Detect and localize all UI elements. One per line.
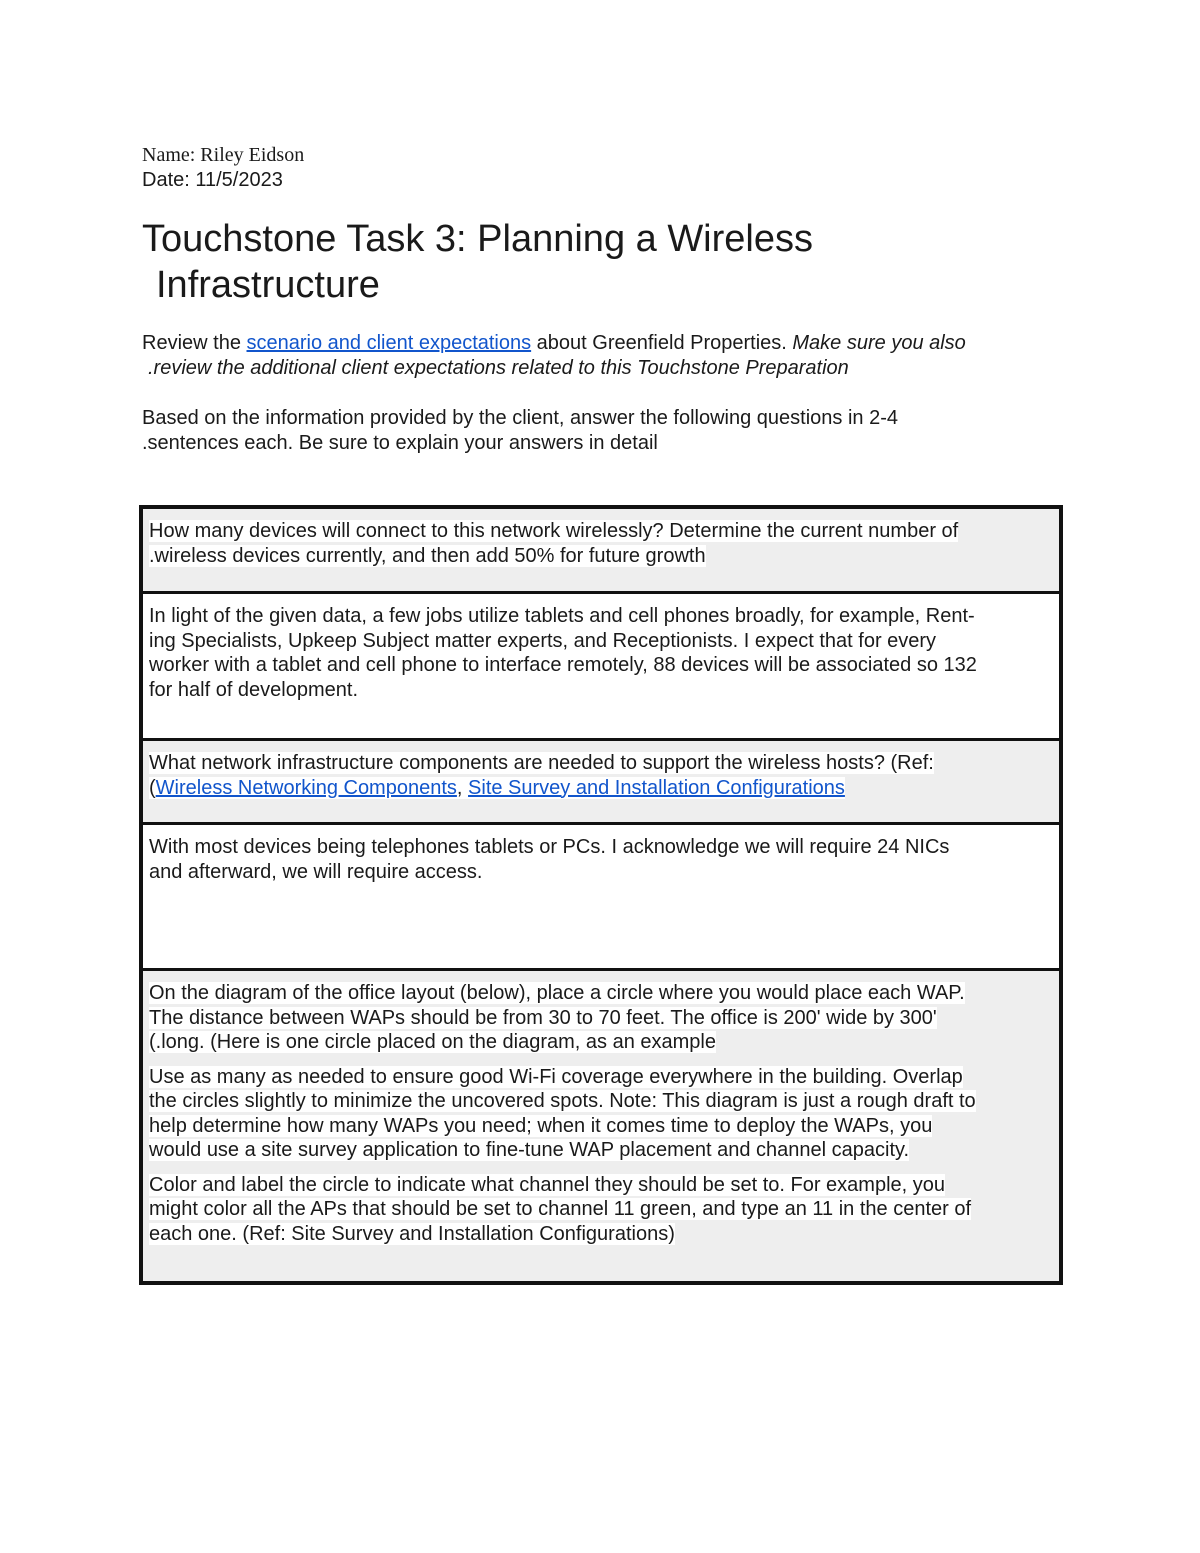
title-line-1: Touchstone Task 3: Planning a Wireless: [142, 218, 813, 260]
instructions-line-1: Based on the information provided by the client, answer the following questions in 2-4: [142, 407, 899, 429]
question-1-line-2: .wireless devices currently, and then add 50% for future growth: [149, 544, 706, 567]
question-1-line-1: How many devices will connect to this network wirelessly? Determine the current number of: [149, 520, 959, 542]
wireless-components-link[interactable]: Wireless Networking Components: [155, 776, 457, 799]
intro-italic-line-2: .review the additional client expectations related to this Touchstone Preparation: [148, 357, 849, 379]
intro-text: about Greenfield Properties.: [531, 332, 793, 354]
site-survey-link[interactable]: Site Survey and Installation Configurations: [468, 776, 845, 799]
question-3-paragraph-1: [149, 981, 1053, 1055]
question-3-p1-line-2: The distance between WAPs should be from 30 to 70 feet. The office is 200' wide by 300': [149, 1006, 937, 1029]
question-2-line-2: [149, 777, 845, 799]
answer-1-line-3: worker with a tablet and cell phone to interface remotely, 88 devices will be associated so 132: [149, 654, 977, 676]
question-3-p2-line-1: Use as many as needed to ensure good Wi-Fi coverage everywhere in the building. Overlap: [149, 1065, 963, 1088]
intro-italic-text: Make sure you also: [792, 332, 966, 354]
answer-1-line-2: ing Specialists, Upkeep Subject matter experts, and Receptionists. I expect that for every: [149, 629, 937, 652]
instructions-paragraph: [142, 406, 1072, 456]
student-name: Name: Riley Eidson: [142, 144, 305, 166]
answer-2-line-1: With most devices being telephones tablets or PCs. I acknowledge we will require 24 NICs: [149, 836, 950, 858]
answer-1-line-1: In light of the given data, a few jobs utilize tablets and cell phones broadly, for example, Rent-: [149, 605, 975, 627]
scenario-link[interactable]: scenario and client expectations: [246, 332, 532, 354]
intro-paragraph: [142, 331, 1072, 381]
question-table: [139, 505, 1063, 1285]
answer-2-cell[interactable]: [143, 822, 1059, 968]
question-2-line-1: What network infrastructure components are needed to support the wireless hosts? (Ref:: [149, 752, 934, 774]
answer-1-cell[interactable]: [143, 591, 1059, 738]
question-1-cell: [143, 509, 1059, 591]
separator-text: ,: [456, 776, 469, 799]
question-3-cell: [143, 968, 1059, 1281]
question-3-p3-line-2: might color all the APs that should be set to channel 11 green, and type an 11 in the center of: [149, 1198, 972, 1220]
question-3-p2-line-3: help determine how many WAPs you need; when it comes time to deploy the WAPs, you: [149, 1114, 933, 1137]
intro-text: Review the: [142, 332, 247, 354]
title-line-2: Infrastructure: [156, 264, 380, 306]
instructions-line-2: .sentences each. Be sure to explain your answers in detail: [142, 432, 658, 454]
question-3-p1-line-3: (.long. (Here is one circle placed on the diagram, as an example: [149, 1031, 716, 1053]
question-3-p2-line-2: the circles slightly to minimize the uncovered spots. Note: This diagram is just a rough draft to: [149, 1090, 976, 1112]
question-2-cell: [143, 738, 1059, 822]
question-3-paragraph-3: [149, 1173, 1053, 1247]
question-3-p2-line-4: would use a site survey application to fine-tune WAP placement and channel capacity.: [149, 1139, 910, 1161]
document-title: [142, 216, 1042, 308]
paren-text: (: [149, 776, 156, 799]
answer-1-line-4: for half of development.: [149, 678, 359, 701]
question-3-p3-line-3: each one. (Ref: Site Survey and Installation Configurations): [149, 1222, 675, 1245]
question-3-p1-line-1: On the diagram of the office layout (below), place a circle where you would place each WAP.: [149, 982, 965, 1004]
assignment-date: Date: 11/5/2023: [142, 169, 283, 191]
answer-2-line-2: and afterward, we will require access.: [149, 860, 483, 883]
question-3-paragraph-2: [149, 1065, 1053, 1163]
question-3-p3-line-1: Color and label the circle to indicate what channel they should be set to. For example, you: [149, 1173, 946, 1196]
